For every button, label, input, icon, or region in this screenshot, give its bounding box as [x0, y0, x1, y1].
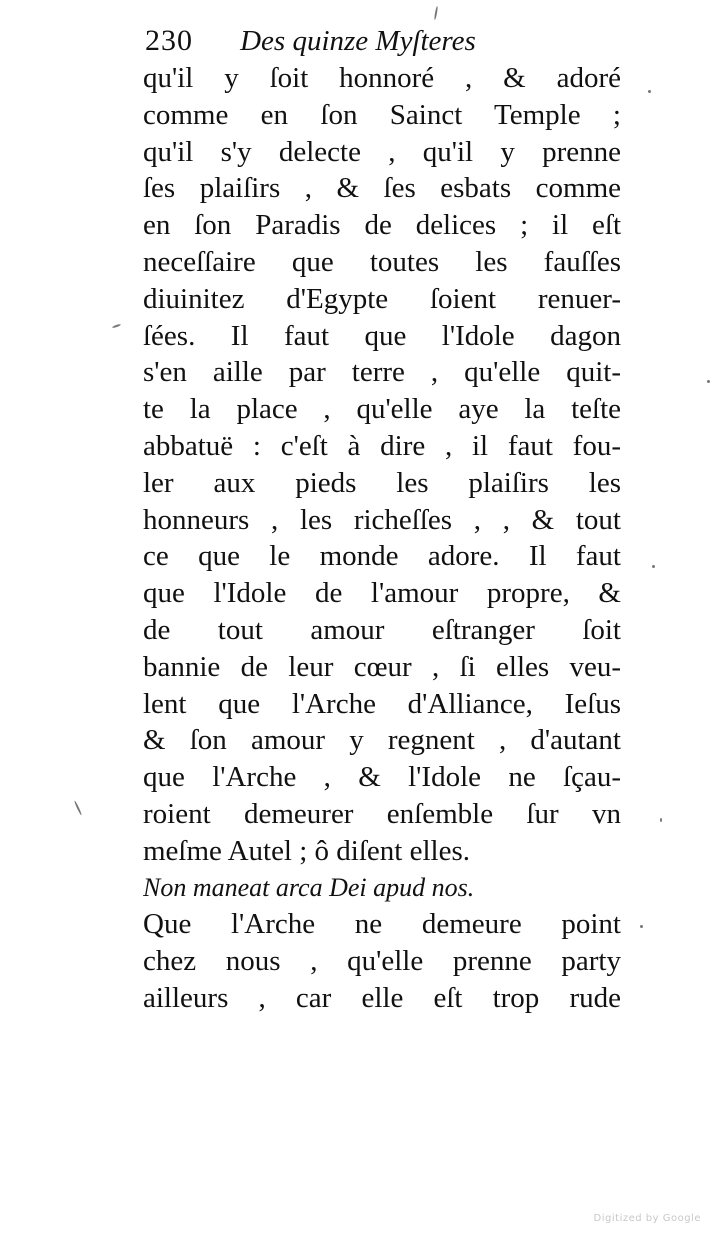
text-line: que l'Idole de l'amour propre, &	[143, 577, 621, 610]
text-line: meſme Autel ; ô diſent elles.	[143, 834, 470, 867]
text-line: qu'il y ſoit honnoré , & adoré	[143, 62, 621, 94]
text-line: comme en ſon Sainct Temple ;	[143, 98, 621, 131]
text-line: en ſon Paradis de delices ; il eſt	[143, 209, 621, 242]
text-line: ler aux pieds les plaiſirs les	[143, 466, 621, 499]
text-line: lent que l'Arche d'Alliance, Ieſus	[143, 687, 621, 720]
text-line: ce que le monde adore. Il faut	[143, 540, 621, 573]
running-title: Des quinze Myſteres	[240, 25, 476, 57]
body-text	[143, 60, 633, 1017]
scan-speck	[112, 324, 121, 329]
latin-quotation-line: Non maneat arca Dei apud nos.	[143, 872, 475, 902]
scan-speck	[652, 565, 655, 568]
text-line: Que l'Arche ne demeure point	[143, 908, 621, 941]
scan-speck	[648, 90, 651, 93]
text-line: s'en aille par terre , qu'elle quit-	[143, 356, 621, 389]
page-number: 230	[145, 24, 193, 57]
text-line: ailleurs , car elle eſt trop rude	[143, 981, 621, 1014]
text-line: te la place , qu'elle aye la teſte	[143, 393, 621, 426]
text-line: roient demeurer enſemble ſur vn	[143, 797, 621, 830]
scan-speck	[640, 925, 643, 928]
text-line: bannie de leur cœur , ſi elles veu-	[143, 650, 621, 683]
scan-speck	[660, 818, 662, 822]
text-line: honneurs , les richeſſes , , & tout	[143, 503, 621, 536]
text-line: & ſon amour y regnent , d'autant	[143, 724, 621, 757]
text-line: qu'il s'y delecte , qu'il y prenne	[143, 135, 621, 168]
text-line: abbatuë : c'eſt à dire , il faut fou-	[143, 429, 621, 462]
text-line: ſées. Il faut que l'Idole dagon	[143, 319, 621, 352]
text-line: diuinitez d'Egypte ſoient renuer-	[143, 282, 621, 315]
scan-speck	[707, 380, 710, 383]
text-line: neceſſaire que toutes les fauſſes	[143, 245, 621, 278]
scan-speck	[74, 800, 83, 815]
watermark: Digitized by Google	[593, 1213, 701, 1224]
text-line: de tout amour eſtranger ſoit	[143, 613, 621, 646]
text-line: ſes plaiſirs , & ſes esbats comme	[143, 172, 621, 205]
text-line: chez nous , qu'elle prenne party	[143, 945, 621, 978]
page-header	[145, 24, 625, 64]
text-line: que l'Arche , & l'Idole ne ſçau-	[143, 761, 621, 794]
scan-speck	[434, 6, 438, 20]
